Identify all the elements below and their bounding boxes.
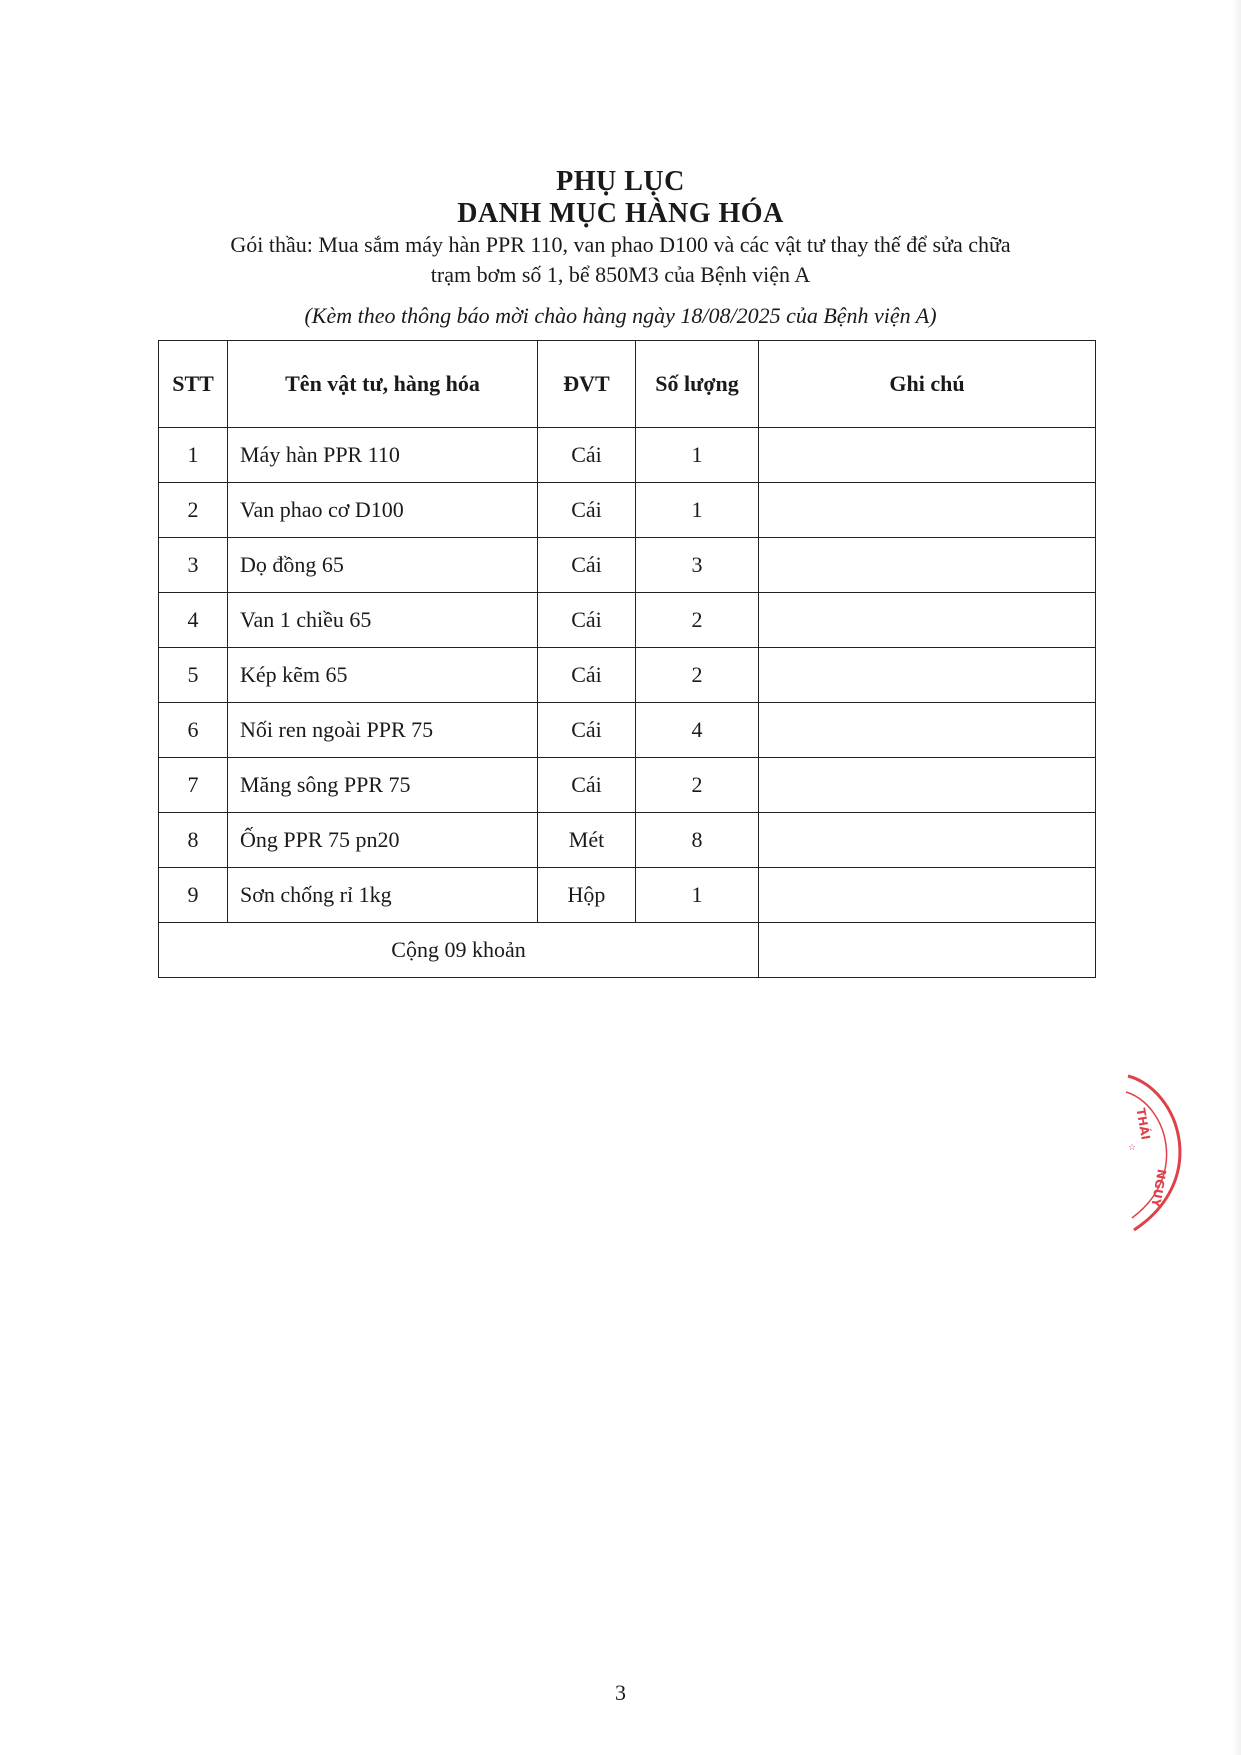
total-note-cell [759, 923, 1096, 978]
cell-quantity: 3 [636, 538, 759, 593]
table-row [159, 703, 1096, 758]
cell-stt: 4 [159, 593, 228, 648]
goods-table [158, 340, 1096, 978]
cell-name: Dọ đồng 65 [228, 538, 538, 593]
cell-stt: 7 [159, 758, 228, 813]
cell-name: Kép kẽm 65 [228, 648, 538, 703]
cell-name: Sơn chống rỉ 1kg [228, 868, 538, 923]
cell-unit: Cái [538, 538, 636, 593]
cell-stt: 3 [159, 538, 228, 593]
cell-unit: Hộp [538, 868, 636, 923]
cell-quantity: 4 [636, 703, 759, 758]
table-row [159, 538, 1096, 593]
total-label: Cộng 09 khoản [159, 923, 759, 978]
cell-quantity: 2 [636, 648, 759, 703]
cell-note [759, 538, 1096, 593]
column-header-note: Ghi chú [759, 341, 1096, 428]
cell-name: Máy hàn PPR 110 [228, 428, 538, 483]
cell-stt: 6 [159, 703, 228, 758]
column-header-quantity: Số lượng [636, 341, 759, 428]
cell-quantity: 8 [636, 813, 759, 868]
cell-unit: Cái [538, 428, 636, 483]
svg-text:THÁI: THÁI [1133, 1106, 1153, 1141]
table-row [159, 593, 1096, 648]
package-description-line-2: trạm bơm số 1, bể 850M3 của Bệnh viện A [430, 262, 811, 287]
cell-stt: 8 [159, 813, 228, 868]
cell-name: Măng sông PPR 75 [228, 758, 538, 813]
cell-name: Ống PPR 75 pn20 [228, 813, 538, 868]
cell-unit: Cái [538, 758, 636, 813]
attached-note: (Kèm theo thông báo mời chào hàng ngày 18/08/2025 của Bệnh viện A) [304, 303, 937, 328]
table-row [159, 648, 1096, 703]
cell-stt: 5 [159, 648, 228, 703]
goods-list-title: DANH MỤC HÀNG HÓA [457, 198, 784, 229]
red-seal-stamp [1120, 1070, 1198, 1240]
cell-note [759, 868, 1096, 923]
column-header-name: Tên vật tư, hàng hóa [228, 341, 538, 428]
cell-name: Nối ren ngoài PPR 75 [228, 703, 538, 758]
cell-stt: 1 [159, 428, 228, 483]
appendix-title: PHỤ LỤC [556, 166, 685, 197]
cell-stt: 9 [159, 868, 228, 923]
cell-quantity: 1 [636, 483, 759, 538]
table-header-row [159, 341, 1096, 428]
cell-name: Van 1 chiều 65 [228, 593, 538, 648]
cell-note [759, 428, 1096, 483]
cell-quantity: 2 [636, 758, 759, 813]
svg-text:☆: ☆ [1128, 1143, 1137, 1153]
cell-note [759, 703, 1096, 758]
cell-unit: Cái [538, 703, 636, 758]
cell-note [759, 593, 1096, 648]
cell-note [759, 758, 1096, 813]
cell-unit: Mét [538, 813, 636, 868]
page-number: 3 [615, 1680, 626, 1705]
total-row [159, 923, 1096, 978]
package-description-line-1: Gói thầu: Mua sắm máy hàn PPR 110, van phao D100 và các vật tư thay thế để sửa chữa [230, 232, 1011, 257]
column-header-stt: STT [159, 341, 228, 428]
cell-note [759, 483, 1096, 538]
cell-quantity: 1 [636, 428, 759, 483]
cell-note [759, 648, 1096, 703]
cell-note [759, 813, 1096, 868]
table-row [159, 813, 1096, 868]
table-row [159, 483, 1096, 538]
table-row [159, 868, 1096, 923]
cell-quantity: 1 [636, 868, 759, 923]
table-row [159, 428, 1096, 483]
cell-name: Van phao cơ D100 [228, 483, 538, 538]
cell-unit: Cái [538, 648, 636, 703]
table-row [159, 758, 1096, 813]
column-header-unit: ĐVT [538, 341, 636, 428]
cell-unit: Cái [538, 483, 636, 538]
cell-stt: 2 [159, 483, 228, 538]
cell-quantity: 2 [636, 593, 759, 648]
svg-text:NGUY: NGUY [1148, 1168, 1169, 1209]
cell-unit: Cái [538, 593, 636, 648]
